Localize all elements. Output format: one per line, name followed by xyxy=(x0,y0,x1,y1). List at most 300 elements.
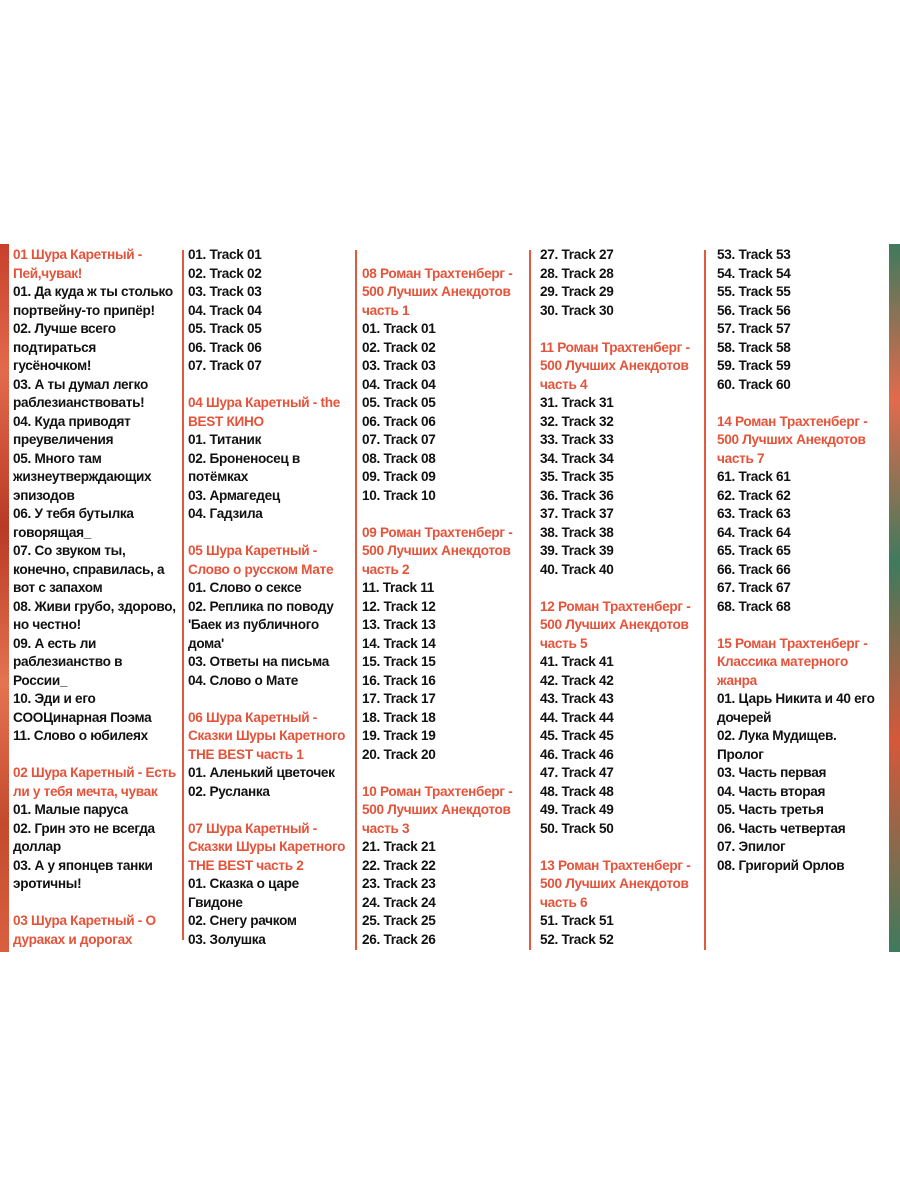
track-item-line: 08. Track 08 xyxy=(362,450,436,466)
album-title-line: 05 Шура Каретный - xyxy=(188,543,318,558)
track-item xyxy=(362,727,528,746)
track-item xyxy=(13,690,179,727)
track-item-line: 06. Track 06 xyxy=(362,413,436,429)
track-item-line: 58. Track 58 xyxy=(717,339,791,355)
tracklist-column-3 xyxy=(362,246,528,952)
track-item xyxy=(540,542,704,561)
track-item xyxy=(362,894,528,913)
track-item xyxy=(188,450,354,487)
track-item xyxy=(540,764,704,783)
track-item xyxy=(717,265,889,284)
track-item-line: 05. Track 05 xyxy=(188,321,262,336)
track-item-line: 02. Track 02 xyxy=(362,339,436,355)
track-item-line: 55. Track 55 xyxy=(717,284,791,299)
track-item-line: 36. Track 36 xyxy=(540,487,614,503)
track-item xyxy=(362,579,528,598)
track-item xyxy=(540,246,704,265)
album-title-line: 09 Роман Трахтенберг - xyxy=(362,524,513,540)
album-title-line: часть 4 xyxy=(540,376,588,392)
track-item-line: 57. Track 57 xyxy=(717,321,791,336)
track-item-line: 08. Григорий Орлов xyxy=(717,857,845,873)
track-item-line: 43. Track 43 xyxy=(540,691,614,706)
track-item-line: 07. Эпилог xyxy=(717,839,786,854)
track-item xyxy=(717,801,889,820)
track-item-line: 05. Много там xyxy=(13,450,102,466)
track-item xyxy=(717,339,889,358)
track-item xyxy=(188,320,354,339)
track-item-line: 04. Куда приводят xyxy=(13,413,131,429)
track-item-line: 32. Track 32 xyxy=(540,413,614,429)
tracklist-column-2 xyxy=(188,246,354,952)
track-item xyxy=(188,912,354,931)
album-title-line: 500 Лучших Анекдотов xyxy=(362,284,511,299)
track-item-line: 31. Track 31 xyxy=(540,395,614,410)
track-item-line: 02. Лучше всего xyxy=(13,321,116,336)
track-item xyxy=(362,357,528,376)
album-title-line: 07 Шура Каретный - xyxy=(188,820,318,836)
track-item-line: 02. Лука Мудищев. xyxy=(717,728,837,743)
track-item xyxy=(362,376,528,395)
track-item-line: 01. Царь Никита и 40 его xyxy=(717,691,875,706)
track-item-line: 37. Track 37 xyxy=(540,506,614,521)
track-item-line: 21. Track 21 xyxy=(362,839,436,854)
track-item xyxy=(188,357,354,376)
track-item-line: Гвидоне xyxy=(188,894,243,910)
track-item xyxy=(717,505,889,524)
track-item-line: портвейну-то припёр! xyxy=(13,302,155,318)
track-item xyxy=(13,450,179,506)
track-item-line: 12. Track 12 xyxy=(362,598,436,614)
track-item-line: 63. Track 63 xyxy=(717,506,791,521)
track-item-line: 11. Слово о юбилеях xyxy=(13,728,148,743)
track-item xyxy=(717,302,889,321)
track-item xyxy=(188,598,354,654)
track-item xyxy=(188,875,354,912)
track-item xyxy=(362,857,528,876)
album-title-line: 500 Лучших Анекдотов xyxy=(362,543,511,558)
track-item-line: 07. Со звуком ты, xyxy=(13,543,126,558)
track-item-line: 28. Track 28 xyxy=(540,265,614,281)
track-item xyxy=(540,468,704,487)
track-item-line: 45. Track 45 xyxy=(540,728,614,743)
track-item xyxy=(13,727,179,746)
track-item xyxy=(717,561,889,580)
track-item xyxy=(540,431,704,450)
column-divider xyxy=(355,250,357,950)
track-item xyxy=(188,672,354,691)
track-item-line: 10. Track 10 xyxy=(362,487,436,503)
track-item-line: 23. Track 23 xyxy=(362,876,436,891)
track-item xyxy=(13,413,179,450)
track-item xyxy=(362,838,528,857)
track-item xyxy=(362,746,528,765)
track-item-line: 01. Малые паруса xyxy=(13,802,128,817)
album-title xyxy=(362,265,528,321)
track-item xyxy=(717,283,889,302)
track-item xyxy=(540,820,704,839)
album-title-line: 03 Шура Каретный - О xyxy=(13,913,156,928)
section-spacer xyxy=(362,764,528,783)
album-title xyxy=(717,413,889,469)
track-item xyxy=(362,709,528,728)
section-spacer xyxy=(13,894,179,913)
section-spacer xyxy=(188,801,354,820)
track-item-line: 53. Track 53 xyxy=(717,247,791,262)
tracklist-sheet xyxy=(0,244,900,952)
track-item xyxy=(188,487,354,506)
track-item-line: России_ xyxy=(13,672,68,688)
track-item-line: 60. Track 60 xyxy=(717,376,791,392)
album-title-line: 500 Лучших Анекдотов xyxy=(540,617,689,632)
track-item-line: 33. Track 33 xyxy=(540,432,614,447)
track-item xyxy=(717,690,889,727)
track-item-line: 64. Track 64 xyxy=(717,524,791,540)
track-item-line: 46. Track 46 xyxy=(540,746,614,762)
album-title-line: 500 Лучших Анекдотов xyxy=(540,358,689,373)
track-item xyxy=(362,468,528,487)
track-item xyxy=(13,542,179,598)
track-item-line: 08. Живи грубо, здорово, xyxy=(13,598,176,614)
track-item-line: 17. Track 17 xyxy=(362,691,436,706)
album-title-line: часть 5 xyxy=(540,635,588,651)
track-item xyxy=(540,653,704,672)
track-item xyxy=(362,320,528,339)
track-item xyxy=(362,431,528,450)
track-item-line: 66. Track 66 xyxy=(717,561,791,577)
track-item-line: 11. Track 11 xyxy=(362,580,434,595)
track-item-line: 03. Track 03 xyxy=(188,284,262,299)
track-item xyxy=(362,339,528,358)
track-item-line: 27. Track 27 xyxy=(540,247,614,262)
track-item xyxy=(717,357,889,376)
track-item-line: 02. Реплика по поводу xyxy=(188,598,334,614)
track-item xyxy=(188,505,354,524)
album-title-line: BEST КИНО xyxy=(188,413,264,429)
track-item-line: 62. Track 62 xyxy=(717,487,791,503)
track-item-line: 01. Track 01 xyxy=(362,321,436,336)
track-item xyxy=(362,653,528,672)
track-item xyxy=(540,413,704,432)
track-item-line: 29. Track 29 xyxy=(540,284,614,299)
album-title-line: 500 Лучших Анекдотов xyxy=(717,432,866,447)
tracklist-column-4 xyxy=(540,246,704,952)
track-item-line: 02. Русланка xyxy=(188,783,270,799)
album-title-line: 11 Роман Трахтенберг - xyxy=(540,339,690,355)
album-title-line: часть 2 xyxy=(362,561,410,577)
track-item-line: гусёночком! xyxy=(13,358,92,373)
track-item xyxy=(362,598,528,617)
track-item-line: 01. Track 01 xyxy=(188,247,262,262)
track-item-line: 04. Слово о Мате xyxy=(188,672,299,688)
track-item-line: 06. Track 06 xyxy=(188,339,262,355)
section-spacer xyxy=(188,376,354,395)
decorative-right-edge xyxy=(889,244,900,952)
track-item xyxy=(540,302,704,321)
track-item-line: 67. Track 67 xyxy=(717,580,791,595)
album-title-line: Слово о русском Мате xyxy=(188,561,334,577)
track-item-line: Пролог xyxy=(717,746,764,762)
track-item-line: раблезианство в xyxy=(13,654,123,669)
track-item-line: 61. Track 61 xyxy=(717,469,791,484)
album-title-line: часть 3 xyxy=(362,820,410,836)
album-title-line: 15 Роман Трахтенберг - xyxy=(717,635,868,651)
track-item xyxy=(362,450,528,469)
track-item-line: 34. Track 34 xyxy=(540,450,614,466)
track-item xyxy=(362,413,528,432)
tracklist-column-1 xyxy=(13,246,179,952)
section-spacer xyxy=(188,690,354,709)
track-item-line: 26. Track 26 xyxy=(362,931,436,947)
album-title-line: Сказки Шуры Каретного xyxy=(188,728,346,743)
track-item-line: 15. Track 15 xyxy=(362,654,436,669)
track-item-line: 04. Часть вторая xyxy=(717,783,826,799)
track-item-line: 04. Гадзила xyxy=(188,506,263,521)
track-item xyxy=(540,672,704,691)
track-item-line: 03. Часть первая xyxy=(717,765,827,780)
track-item xyxy=(717,727,889,764)
album-title-line: 06 Шура Каретный - xyxy=(188,709,318,725)
track-item-line: вот с запахом xyxy=(13,580,103,595)
track-item-line: 06. Часть четвертая xyxy=(717,820,846,836)
album-title-line: часть 7 xyxy=(717,450,765,466)
track-item xyxy=(362,616,528,635)
column-divider xyxy=(529,250,531,950)
track-item xyxy=(717,838,889,857)
track-item xyxy=(540,283,704,302)
track-item xyxy=(188,283,354,302)
track-item xyxy=(188,431,354,450)
track-item xyxy=(13,376,179,413)
track-item-line: 48. Track 48 xyxy=(540,783,614,799)
track-item xyxy=(362,875,528,894)
track-item xyxy=(717,246,889,265)
track-item-line: 04. Track 04 xyxy=(362,376,436,392)
track-item-line: 04. Track 04 xyxy=(188,302,262,318)
track-item-line: 13. Track 13 xyxy=(362,617,436,632)
track-item-line: 40. Track 40 xyxy=(540,561,614,577)
track-item xyxy=(188,265,354,284)
track-item-line: 06. У тебя бутылка xyxy=(13,506,134,521)
album-title-line: дураках и дорогах xyxy=(13,931,133,947)
album-title-line: 02 Шура Каретный - Есть xyxy=(13,765,176,780)
album-title-line: Классика матерного xyxy=(717,654,848,669)
track-item-line: 39. Track 39 xyxy=(540,543,614,558)
album-title xyxy=(362,783,528,839)
track-item-line: 03. Золушка xyxy=(188,931,266,947)
track-item xyxy=(188,653,354,672)
track-item-line: 07. Track 07 xyxy=(362,432,436,447)
section-spacer xyxy=(362,246,528,265)
album-title-line: 500 Лучших Анекдотов xyxy=(362,802,511,817)
track-item-line: 54. Track 54 xyxy=(717,265,791,281)
track-item-line: преувеличения xyxy=(13,432,114,447)
track-item-line: 10. Эди и его xyxy=(13,691,96,706)
track-item xyxy=(540,524,704,543)
track-item xyxy=(13,598,179,635)
track-item xyxy=(188,931,354,950)
track-item-line: 41. Track 41 xyxy=(540,654,614,669)
track-item xyxy=(717,579,889,598)
track-item xyxy=(13,283,179,320)
track-item xyxy=(717,783,889,802)
track-item-line: подтираться xyxy=(13,339,97,355)
track-item-line: 05. Часть третья xyxy=(717,802,824,817)
album-title-line: часть 6 xyxy=(540,894,588,910)
track-item xyxy=(717,487,889,506)
track-item xyxy=(540,487,704,506)
track-item xyxy=(540,394,704,413)
track-item-line: 09. Track 09 xyxy=(362,469,436,484)
track-item xyxy=(540,505,704,524)
track-item-line: 03. А у японцев танки xyxy=(13,857,153,873)
track-item-line: 'Баек из публичного xyxy=(188,617,319,632)
track-item xyxy=(717,376,889,395)
track-item xyxy=(188,339,354,358)
track-item xyxy=(362,672,528,691)
track-item-line: 52. Track 52 xyxy=(540,931,614,947)
track-item-line: 01. Аленький цветочек xyxy=(188,765,335,780)
track-item xyxy=(362,931,528,950)
track-item-line: 30. Track 30 xyxy=(540,302,614,318)
album-title xyxy=(540,339,704,395)
track-item-line: 03. Ответы на письма xyxy=(188,654,329,669)
album-title-line: Пей,чувак! xyxy=(13,265,82,281)
track-item-line: 25. Track 25 xyxy=(362,913,436,928)
track-item-line: 68. Track 68 xyxy=(717,598,791,614)
track-item xyxy=(362,635,528,654)
section-spacer xyxy=(717,616,889,635)
track-item-line: 03. А ты думал легко xyxy=(13,376,148,392)
album-title-line: 08 Роман Трахтенберг - xyxy=(362,265,513,281)
track-item-line: эпизодов xyxy=(13,487,75,503)
album-title-line: THE BEST часть 1 xyxy=(188,746,304,762)
track-item xyxy=(717,468,889,487)
decorative-left-edge xyxy=(0,244,9,952)
track-item-line: 59. Track 59 xyxy=(717,358,791,373)
album-title xyxy=(540,857,704,913)
album-title xyxy=(717,635,889,691)
column-divider xyxy=(704,250,706,950)
track-item-line: 03. Track 03 xyxy=(362,358,436,373)
track-item-line: 16. Track 16 xyxy=(362,672,436,688)
track-item-line: 02. Грин это не всегда xyxy=(13,820,155,836)
album-title-line: 12 Роман Трахтенберг - xyxy=(540,598,691,614)
track-item-line: 35. Track 35 xyxy=(540,469,614,484)
track-item-line: 20. Track 20 xyxy=(362,746,436,762)
track-item-line: 51. Track 51 xyxy=(540,913,614,928)
track-item-line: говорящая_ xyxy=(13,524,92,540)
track-item-line: раблезианствовать! xyxy=(13,395,145,410)
track-item xyxy=(540,709,704,728)
section-spacer xyxy=(540,838,704,857)
track-item-line: 01. Слово о сексе xyxy=(188,580,302,595)
track-item-line: но честно! xyxy=(13,617,81,632)
track-item-line: конечно, справилась, а xyxy=(13,561,165,577)
column-divider xyxy=(182,250,184,940)
album-title-line: 13 Роман Трахтенберг - xyxy=(540,857,691,873)
track-item xyxy=(13,820,179,857)
track-item-line: 01. Да куда ж ты столько xyxy=(13,284,173,299)
track-item-line: жизнеутверждающих xyxy=(13,469,152,484)
track-item-line: дочерей xyxy=(717,709,772,725)
track-item xyxy=(717,598,889,617)
track-item xyxy=(540,727,704,746)
track-item xyxy=(188,579,354,598)
track-item xyxy=(717,820,889,839)
track-item xyxy=(717,524,889,543)
track-item-line: 22. Track 22 xyxy=(362,857,436,873)
track-item-line: доллар xyxy=(13,839,61,854)
track-item-line: 02. Track 02 xyxy=(188,265,262,281)
track-item-line: 24. Track 24 xyxy=(362,894,436,910)
track-item-line: 02. Снегу рачком xyxy=(188,913,297,928)
section-spacer xyxy=(362,505,528,524)
track-item xyxy=(362,912,528,931)
track-item xyxy=(540,450,704,469)
track-item-line: 18. Track 18 xyxy=(362,709,436,725)
track-item xyxy=(362,487,528,506)
track-item xyxy=(540,801,704,820)
track-item xyxy=(540,265,704,284)
section-spacer xyxy=(188,524,354,543)
album-title xyxy=(188,820,354,876)
track-item-line: COOЦинарная Поэма xyxy=(13,709,152,725)
track-item xyxy=(188,302,354,321)
track-item-line: 03. Армагедец xyxy=(188,487,280,503)
track-item xyxy=(717,764,889,783)
track-item-line: 50. Track 50 xyxy=(540,820,614,836)
track-item-line: 49. Track 49 xyxy=(540,802,614,817)
tracklist-column-5 xyxy=(717,246,889,952)
track-item xyxy=(13,320,179,376)
track-item-line: дома' xyxy=(188,635,224,651)
track-item-line: потёмках xyxy=(188,469,248,484)
track-item xyxy=(540,931,704,950)
album-title-line: часть 1 xyxy=(362,302,410,318)
album-title-line: 01 Шура Каретный - xyxy=(13,247,143,262)
section-spacer xyxy=(540,320,704,339)
track-item xyxy=(540,561,704,580)
track-item-line: 38. Track 38 xyxy=(540,524,614,540)
album-title-line: THE BEST часть 2 xyxy=(188,857,304,873)
track-item xyxy=(362,394,528,413)
track-item xyxy=(13,635,179,691)
track-item-line: 09. А есть ли xyxy=(13,635,97,651)
track-item-line: 19. Track 19 xyxy=(362,728,436,743)
album-title-line: 04 Шура Каретный - the xyxy=(188,395,340,410)
album-title xyxy=(188,394,354,431)
track-item xyxy=(717,320,889,339)
track-item-line: 65. Track 65 xyxy=(717,543,791,558)
album-title-line: ли у тебя мечта, чувак xyxy=(13,783,158,799)
track-item-line: 01. Титаник xyxy=(188,432,262,447)
track-item-line: 01. Сказка о царе xyxy=(188,876,299,891)
track-item xyxy=(13,801,179,820)
track-item-line: 02. Броненосец в xyxy=(188,450,300,466)
track-item xyxy=(717,857,889,876)
track-item-line: 47. Track 47 xyxy=(540,765,614,780)
track-item xyxy=(540,783,704,802)
track-item xyxy=(540,690,704,709)
track-item-line: 42. Track 42 xyxy=(540,672,614,688)
album-title-line: 14 Роман Трахтенберг - xyxy=(717,413,868,429)
track-item-line: 44. Track 44 xyxy=(540,709,614,725)
album-title-line: 10 Роман Трахтенберг - xyxy=(362,783,513,799)
album-title xyxy=(13,246,179,283)
section-spacer xyxy=(717,394,889,413)
album-title xyxy=(188,542,354,579)
section-spacer xyxy=(13,746,179,765)
